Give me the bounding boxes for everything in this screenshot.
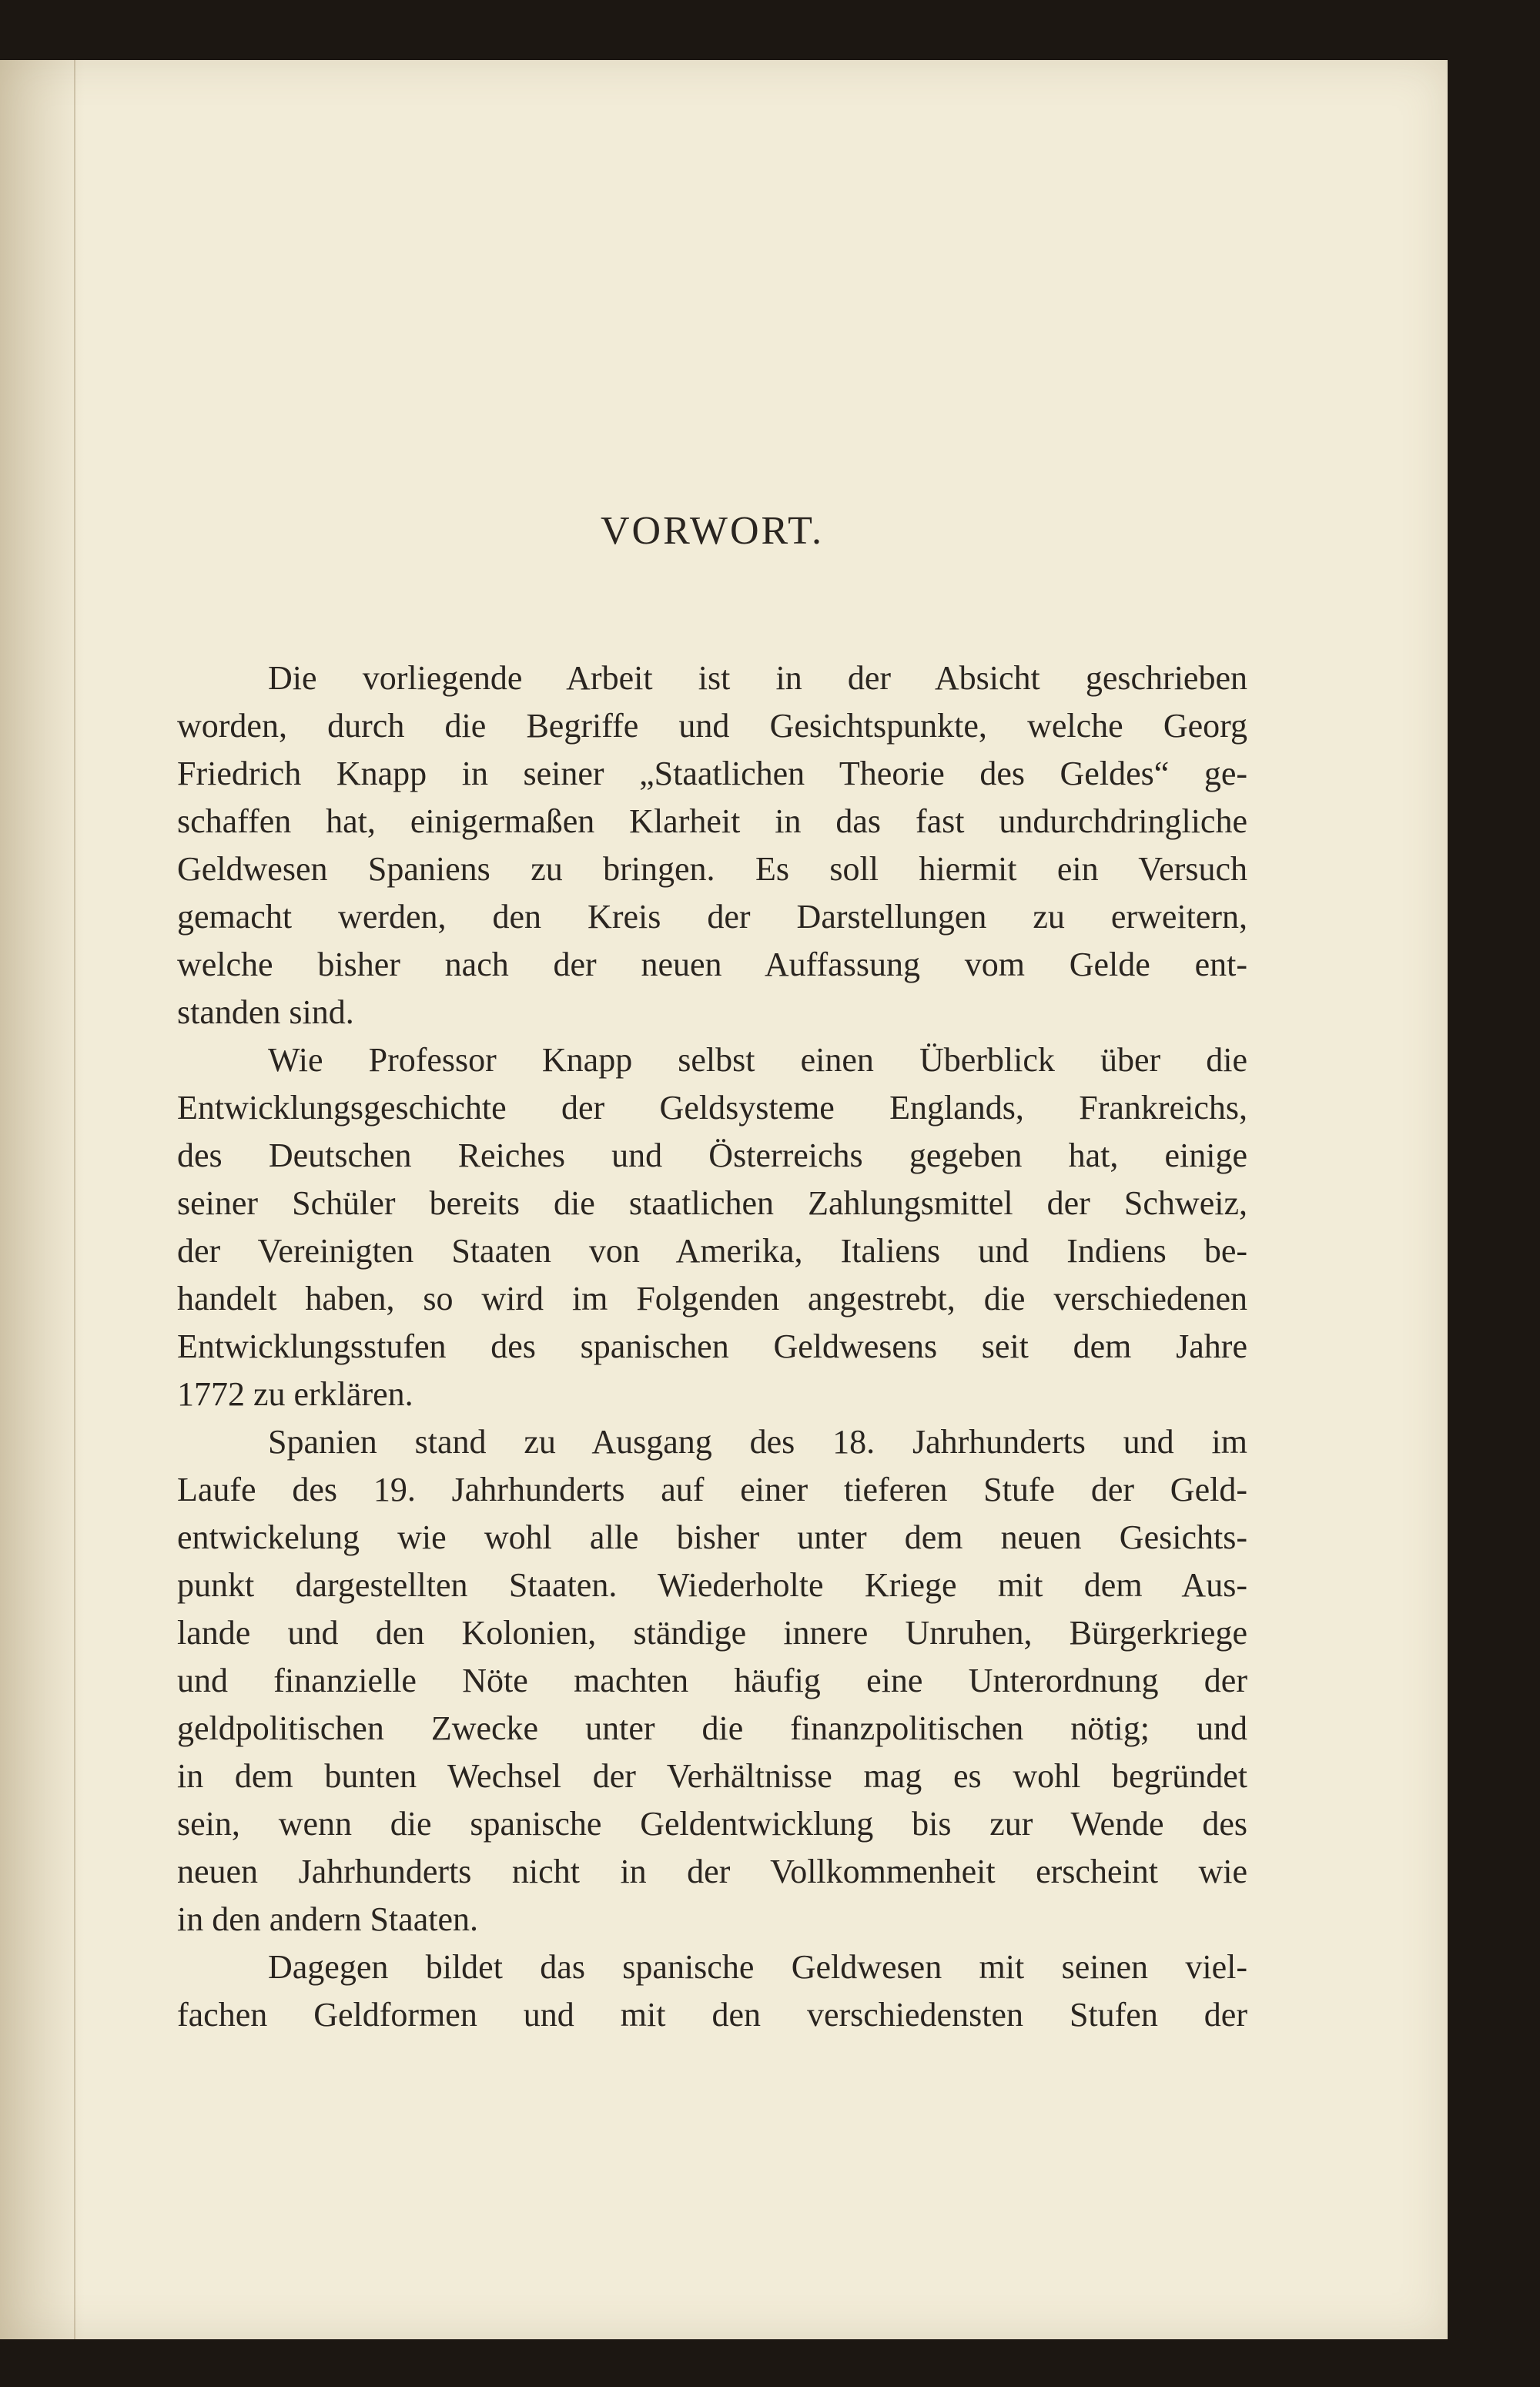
text-line: gemacht werden, den Kreis der Darstellungen zu erweitern,	[177, 898, 1247, 936]
text-line: fachen Geldformen und mit den verschiedensten Stufen der	[177, 1996, 1247, 2034]
text-line: welche bisher nach der neuen Auffassung vom Gelde ent-	[177, 946, 1247, 983]
text-line: Entwicklungsstufen des spanischen Geldwesens seit dem Jahre	[177, 1327, 1247, 1365]
gutter-line	[74, 60, 75, 2339]
text-line: schaffen hat, einigermaßen Klarheit in das fast undurchdringliche	[177, 802, 1247, 840]
text-line: der Vereinigten Staaten von Amerika, Italiens und Indiens be-	[177, 1232, 1247, 1270]
text-line: punkt dargestellten Staaten. Wiederholte Kriege mit dem Aus-	[177, 1566, 1247, 1604]
text-line: in den andern Staaten.	[177, 1900, 478, 1938]
text-line: des Deutschen Reiches und Österreichs gegeben hat, einige	[177, 1137, 1247, 1174]
text-line: in dem bunten Wechsel der Verhältnisse mag es wohl begründet	[177, 1757, 1247, 1795]
text-line: Geldwesen Spaniens zu bringen. Es soll hiermit ein Versuch	[177, 850, 1247, 888]
text-line: entwickelung wie wohl alle bisher unter dem neuen Gesichts-	[177, 1518, 1247, 1556]
text-line: Laufe des 19. Jahrhunderts auf einer tieferen Stufe der Geld-	[177, 1471, 1247, 1508]
page-heading: VORWORT.	[600, 509, 825, 553]
text-line: neuen Jahrhunderts nicht in der Vollkommenheit erscheint wie	[177, 1853, 1247, 1890]
text-line: Dagegen bildet das spanische Geldwesen mit seinen viel-	[268, 1948, 1247, 1986]
text-line: Spanien stand zu Ausgang des 18. Jahrhunderts und im	[268, 1423, 1247, 1461]
text-line: handelt haben, so wird im Folgenden angestrebt, die verschiedenen	[177, 1280, 1247, 1317]
gutter-shadow	[0, 60, 85, 2339]
text-line: worden, durch die Begriffe und Gesichtspunkte, welche Georg	[177, 707, 1247, 745]
body-text	[177, 654, 1247, 2039]
text-line: Friedrich Knapp in seiner „Staatlichen Theorie des Geldes“ ge-	[177, 755, 1247, 792]
text-line: seiner Schüler bereits die staatlichen Zahlungsmittel der Schweiz,	[177, 1184, 1247, 1222]
text-line: Wie Professor Knapp selbst einen Überblick über die	[268, 1041, 1247, 1079]
text-line: 1772 zu erklären.	[177, 1375, 413, 1413]
text-line: und finanzielle Nöte machten häufig eine Unterordnung der	[177, 1662, 1247, 1699]
text-line: lande und den Kolonien, ständige innere Unruhen, Bürgerkriege	[177, 1614, 1247, 1652]
text-line: Die vorliegende Arbeit ist in der Absicht geschrieben	[268, 659, 1247, 697]
text-line: standen sind.	[177, 993, 354, 1031]
text-line: sein, wenn die spanische Geldentwicklung bis zur Wende des	[177, 1805, 1247, 1843]
text-line: Entwicklungsgeschichte der Geldsysteme Englands, Frankreichs,	[177, 1089, 1247, 1127]
text-line: geldpolitischen Zwecke unter die finanzpolitischen nötig; und	[177, 1709, 1247, 1747]
